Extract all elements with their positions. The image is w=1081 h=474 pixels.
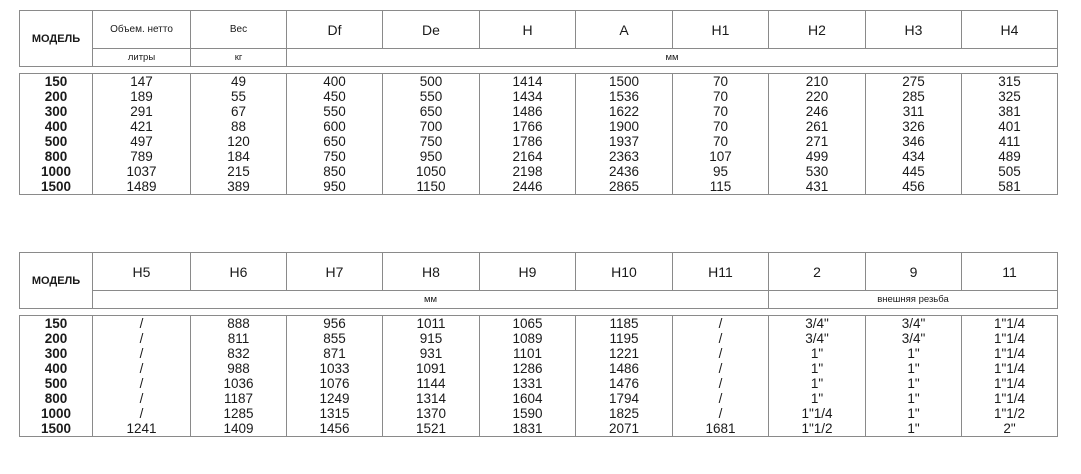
table-cell: 1489 bbox=[93, 179, 191, 195]
table-cell: 505 bbox=[962, 164, 1058, 179]
column-header: H8 bbox=[383, 253, 480, 291]
table-cell: 1249 bbox=[287, 391, 383, 406]
unit-label: мм bbox=[93, 291, 769, 309]
column-header: H bbox=[480, 11, 576, 49]
table-cell: 1434 bbox=[480, 89, 576, 104]
table-cell: / bbox=[93, 316, 191, 332]
table-cell: 434 bbox=[866, 149, 962, 164]
table-cell: 1187 bbox=[191, 391, 287, 406]
table-cell: 988 bbox=[191, 361, 287, 376]
table-cell: 1241 bbox=[93, 421, 191, 437]
table-body bbox=[20, 316, 1058, 437]
table-cell: 1" bbox=[866, 391, 962, 406]
table-cell: 3/4" bbox=[866, 316, 962, 332]
table-cell: 1101 bbox=[480, 346, 576, 361]
table-cell: 1089 bbox=[480, 331, 576, 346]
table-cell: 2446 bbox=[480, 179, 576, 195]
table-cell: 650 bbox=[383, 104, 480, 119]
table-cell: / bbox=[93, 376, 191, 391]
model-cell: 400 bbox=[20, 119, 93, 134]
table-cell: 750 bbox=[287, 149, 383, 164]
table-cell: 811 bbox=[191, 331, 287, 346]
column-header: H11 bbox=[673, 253, 769, 291]
table-cell: 67 bbox=[191, 104, 287, 119]
model-cell: 800 bbox=[20, 391, 93, 406]
model-cell: 1000 bbox=[20, 406, 93, 421]
table-cell: 275 bbox=[866, 74, 962, 90]
table-row bbox=[20, 406, 1058, 421]
table-cell: 1" bbox=[769, 391, 866, 406]
model-cell: 800 bbox=[20, 149, 93, 164]
table-cell: 445 bbox=[866, 164, 962, 179]
table-cell: / bbox=[673, 391, 769, 406]
table-cell: 1900 bbox=[576, 119, 673, 134]
column-header: H5 bbox=[93, 253, 191, 291]
table-cell: 1794 bbox=[576, 391, 673, 406]
table-cell: 871 bbox=[287, 346, 383, 361]
table-cell: 2164 bbox=[480, 149, 576, 164]
column-header: H3 bbox=[866, 11, 962, 49]
table-cell: 1681 bbox=[673, 421, 769, 437]
model-cell: 300 bbox=[20, 104, 93, 119]
table-cell: 3/4" bbox=[769, 331, 866, 346]
table-cell: 381 bbox=[962, 104, 1058, 119]
table-cell: 1"1/2 bbox=[769, 421, 866, 437]
table-cell: 1185 bbox=[576, 316, 673, 332]
table-cell: 500 bbox=[383, 74, 480, 90]
table-cell: 1314 bbox=[383, 391, 480, 406]
table-cell: / bbox=[93, 406, 191, 421]
model-header: МОДЕЛЬ bbox=[20, 11, 93, 67]
table-cell: 210 bbox=[769, 74, 866, 90]
model-cell: 400 bbox=[20, 361, 93, 376]
table-cell: 1091 bbox=[383, 361, 480, 376]
table-row bbox=[20, 361, 1058, 376]
column-header: H1 bbox=[673, 11, 769, 49]
column-header: 9 bbox=[866, 253, 962, 291]
table-row bbox=[20, 134, 1058, 149]
model-cell: 150 bbox=[20, 74, 93, 90]
table-cell: 1"1/4 bbox=[962, 316, 1058, 332]
column-header: Df bbox=[287, 11, 383, 49]
model-cell: 500 bbox=[20, 376, 93, 391]
table-cell: 291 bbox=[93, 104, 191, 119]
table-cell: 115 bbox=[673, 179, 769, 195]
model-cell: 150 bbox=[20, 316, 93, 332]
table-cell: 401 bbox=[962, 119, 1058, 134]
table-cell: 1" bbox=[866, 376, 962, 391]
table-row bbox=[20, 164, 1058, 179]
table-cell: 1456 bbox=[287, 421, 383, 437]
table-cell: 1370 bbox=[383, 406, 480, 421]
table-row bbox=[20, 391, 1058, 406]
table-cell: 2" bbox=[962, 421, 1058, 437]
table-cell: 346 bbox=[866, 134, 962, 149]
model-cell: 1500 bbox=[20, 179, 93, 195]
table-cell: / bbox=[673, 331, 769, 346]
table-cell: 1" bbox=[769, 346, 866, 361]
table-cell: 1"1/4 bbox=[962, 391, 1058, 406]
table-cell: 1500 bbox=[576, 74, 673, 90]
table-row bbox=[20, 346, 1058, 361]
table-cell: 1536 bbox=[576, 89, 673, 104]
table-cell: 832 bbox=[191, 346, 287, 361]
table-cell: 456 bbox=[866, 179, 962, 195]
table-cell: 2363 bbox=[576, 149, 673, 164]
table-cell: 1037 bbox=[93, 164, 191, 179]
table-cell: 1150 bbox=[383, 179, 480, 195]
table-cell: / bbox=[93, 391, 191, 406]
table-cell: 1" bbox=[866, 361, 962, 376]
table-cell: 1521 bbox=[383, 421, 480, 437]
table-cell: 2198 bbox=[480, 164, 576, 179]
table-cell: 888 bbox=[191, 316, 287, 332]
table-cell: 88 bbox=[191, 119, 287, 134]
table-cell: 1"1/4 bbox=[769, 406, 866, 421]
table-cell: 326 bbox=[866, 119, 962, 134]
table-cell: 315 bbox=[962, 74, 1058, 90]
table-cell: 1831 bbox=[480, 421, 576, 437]
table-cell: 1" bbox=[769, 376, 866, 391]
table-cell: 1486 bbox=[480, 104, 576, 119]
table-cell: 650 bbox=[287, 134, 383, 149]
table-row bbox=[20, 119, 1058, 134]
table-cell: 2865 bbox=[576, 179, 673, 195]
table-cell: 325 bbox=[962, 89, 1058, 104]
table-cell: 3/4" bbox=[866, 331, 962, 346]
table-cell: 1315 bbox=[287, 406, 383, 421]
table-cell: 1486 bbox=[576, 361, 673, 376]
dimensions-table-2 bbox=[19, 252, 1058, 437]
column-header: 2 bbox=[769, 253, 866, 291]
table-cell: 70 bbox=[673, 74, 769, 90]
table-row bbox=[20, 74, 1058, 90]
column-header: De bbox=[383, 11, 480, 49]
column-header: H7 bbox=[287, 253, 383, 291]
table-cell: 147 bbox=[93, 74, 191, 90]
table-cell: 1"1/4 bbox=[962, 346, 1058, 361]
table-cell: 1"1/4 bbox=[962, 376, 1058, 391]
table-cell: 1"1/4 bbox=[962, 331, 1058, 346]
column-header: H6 bbox=[191, 253, 287, 291]
header-spacer bbox=[20, 309, 1058, 316]
dimensions-table-1 bbox=[19, 10, 1058, 195]
table-cell: 1144 bbox=[383, 376, 480, 391]
column-header: Объем. нетто bbox=[93, 11, 191, 49]
table-cell: 49 bbox=[191, 74, 287, 90]
table-cell: 750 bbox=[383, 134, 480, 149]
column-header: H4 bbox=[962, 11, 1058, 49]
table-row bbox=[20, 89, 1058, 104]
table-cell: 581 bbox=[962, 179, 1058, 195]
table-cell: / bbox=[93, 361, 191, 376]
unit-label: литры bbox=[93, 49, 191, 67]
table-cell: 1937 bbox=[576, 134, 673, 149]
table-cell: 2071 bbox=[576, 421, 673, 437]
table-cell: 1" bbox=[866, 346, 962, 361]
unit-label: кг bbox=[191, 49, 287, 67]
table-cell: 1" bbox=[866, 421, 962, 437]
model-header: МОДЕЛЬ bbox=[20, 253, 93, 309]
table-row bbox=[20, 331, 1058, 346]
table-cell: 70 bbox=[673, 119, 769, 134]
table-cell: 1"1/2 bbox=[962, 406, 1058, 421]
table-cell: 1590 bbox=[480, 406, 576, 421]
table-cell: / bbox=[673, 346, 769, 361]
table-cell: 55 bbox=[191, 89, 287, 104]
table-cell: 1065 bbox=[480, 316, 576, 332]
table-cell: 489 bbox=[962, 149, 1058, 164]
table-cell: 700 bbox=[383, 119, 480, 134]
table-body bbox=[20, 74, 1058, 195]
table-cell: 411 bbox=[962, 134, 1058, 149]
table-cell: 1285 bbox=[191, 406, 287, 421]
table-cell: 1" bbox=[866, 406, 962, 421]
table-cell: 107 bbox=[673, 149, 769, 164]
table-cell: 1050 bbox=[383, 164, 480, 179]
table-cell: 956 bbox=[287, 316, 383, 332]
table-row bbox=[20, 376, 1058, 391]
table-cell: 915 bbox=[383, 331, 480, 346]
column-header: Вес bbox=[191, 11, 287, 49]
table-cell: 1286 bbox=[480, 361, 576, 376]
model-cell: 1000 bbox=[20, 164, 93, 179]
table-cell: 311 bbox=[866, 104, 962, 119]
table-cell: 1604 bbox=[480, 391, 576, 406]
table-cell: 950 bbox=[287, 179, 383, 195]
table-cell: 1331 bbox=[480, 376, 576, 391]
table-cell: / bbox=[673, 376, 769, 391]
table-cell: 600 bbox=[287, 119, 383, 134]
table-cell: 931 bbox=[383, 346, 480, 361]
table-cell: / bbox=[93, 331, 191, 346]
table-cell: 220 bbox=[769, 89, 866, 104]
unit-label: внешняя резьба bbox=[769, 291, 1058, 309]
table-cell: 1076 bbox=[287, 376, 383, 391]
table-cell: 1786 bbox=[480, 134, 576, 149]
table-cell: 184 bbox=[191, 149, 287, 164]
table-cell: 450 bbox=[287, 89, 383, 104]
table-cell: 1622 bbox=[576, 104, 673, 119]
table-cell: / bbox=[673, 316, 769, 332]
table-cell: / bbox=[673, 361, 769, 376]
table-cell: 1221 bbox=[576, 346, 673, 361]
model-cell: 300 bbox=[20, 346, 93, 361]
table-cell: 246 bbox=[769, 104, 866, 119]
table-cell: 1011 bbox=[383, 316, 480, 332]
table-cell: 499 bbox=[769, 149, 866, 164]
table-cell: 95 bbox=[673, 164, 769, 179]
table-cell: 855 bbox=[287, 331, 383, 346]
model-cell: 200 bbox=[20, 89, 93, 104]
table-cell: 1766 bbox=[480, 119, 576, 134]
table-cell: 550 bbox=[287, 104, 383, 119]
table-cell: 261 bbox=[769, 119, 866, 134]
unit-label: мм bbox=[287, 49, 1058, 67]
table-cell: 1" bbox=[769, 361, 866, 376]
column-header: H10 bbox=[576, 253, 673, 291]
table-cell: 70 bbox=[673, 104, 769, 119]
table-cell: 70 bbox=[673, 134, 769, 149]
table-cell: / bbox=[93, 346, 191, 361]
column-header: H2 bbox=[769, 11, 866, 49]
column-header: A bbox=[576, 11, 673, 49]
table-cell: 271 bbox=[769, 134, 866, 149]
table-cell: 421 bbox=[93, 119, 191, 134]
table-cell: 1414 bbox=[480, 74, 576, 90]
table-cell: 1036 bbox=[191, 376, 287, 391]
table-cell: 530 bbox=[769, 164, 866, 179]
model-cell: 500 bbox=[20, 134, 93, 149]
table-row bbox=[20, 421, 1058, 437]
table-cell: 389 bbox=[191, 179, 287, 195]
table-row bbox=[20, 179, 1058, 195]
table-cell: 1476 bbox=[576, 376, 673, 391]
table-cell: 215 bbox=[191, 164, 287, 179]
table-cell: 120 bbox=[191, 134, 287, 149]
table-cell: 189 bbox=[93, 89, 191, 104]
model-cell: 1500 bbox=[20, 421, 93, 437]
table-cell: 3/4" bbox=[769, 316, 866, 332]
table-row bbox=[20, 316, 1058, 332]
table-cell: 550 bbox=[383, 89, 480, 104]
table-cell: 285 bbox=[866, 89, 962, 104]
column-header: H9 bbox=[480, 253, 576, 291]
table-row bbox=[20, 104, 1058, 119]
column-header: 11 bbox=[962, 253, 1058, 291]
table-cell: 2436 bbox=[576, 164, 673, 179]
table-cell: 850 bbox=[287, 164, 383, 179]
table-cell: 70 bbox=[673, 89, 769, 104]
table-cell: 789 bbox=[93, 149, 191, 164]
header-spacer bbox=[20, 67, 1058, 74]
model-cell: 200 bbox=[20, 331, 93, 346]
table-cell: 497 bbox=[93, 134, 191, 149]
table-cell: 950 bbox=[383, 149, 480, 164]
table-cell: 1195 bbox=[576, 331, 673, 346]
table-cell: / bbox=[673, 406, 769, 421]
table-row bbox=[20, 149, 1058, 164]
table-cell: 1825 bbox=[576, 406, 673, 421]
table-cell: 1033 bbox=[287, 361, 383, 376]
table-cell: 431 bbox=[769, 179, 866, 195]
table-cell: 1"1/4 bbox=[962, 361, 1058, 376]
table-cell: 400 bbox=[287, 74, 383, 90]
table-cell: 1409 bbox=[191, 421, 287, 437]
